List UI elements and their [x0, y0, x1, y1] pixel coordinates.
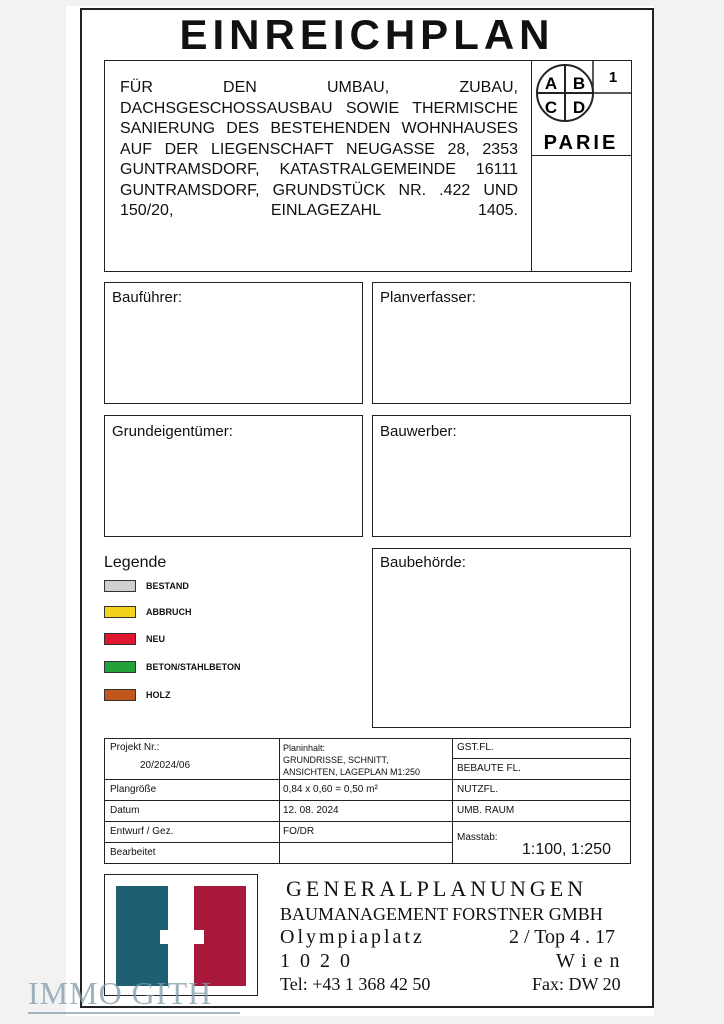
- projekt-value: 20/2024/06: [140, 760, 191, 771]
- datum-label: Datum: [110, 805, 140, 816]
- legend-label: NEU: [146, 634, 166, 644]
- tb-row-divider: [452, 821, 631, 822]
- watermark: IMMO GITH: [28, 975, 213, 1011]
- tb-row-divider: [452, 779, 631, 780]
- parie-quadrant-b: B: [572, 74, 586, 93]
- parie-diagram: [531, 60, 632, 155]
- tb-row-divider: [104, 842, 452, 843]
- legend-label: ABBRUCH: [146, 607, 192, 617]
- baubehörde-label: Baubehörde:: [380, 554, 466, 571]
- parie-quadrant-c: C: [544, 98, 558, 117]
- projekt-label: Projekt Nr.:: [110, 742, 160, 753]
- legend-item: [104, 632, 165, 646]
- entwurf-value: FO/DR: [283, 826, 315, 837]
- legend-label: BETON/STAHLBETON: [146, 662, 241, 672]
- nutzfl: NUTZFL.: [457, 784, 499, 795]
- planverfasser-label: Planverfasser:: [380, 289, 476, 306]
- umb-raum: UMB. RAUM: [457, 805, 515, 816]
- firm-number: 2 / Top 4 . 17: [509, 926, 616, 948]
- tb-col-divider: [452, 738, 453, 864]
- legend-title: Legende: [104, 554, 167, 571]
- tb-row-divider: [104, 821, 452, 822]
- parie-label: PARIE: [543, 132, 619, 154]
- legend-item: [104, 660, 241, 674]
- grundeigentümer-label: Grundeigentümer:: [112, 423, 233, 440]
- datum-value: 12. 08. 2024: [283, 805, 339, 816]
- bearbeitet-label: Bearbeitet: [110, 847, 156, 858]
- bauführer-label: Bauführer:: [112, 289, 183, 306]
- plangroesse-value: 0,84 x 0,60 = 0,50 m²: [283, 784, 378, 795]
- legend-item: [104, 579, 189, 593]
- firm-street: Olympiaplatz: [280, 926, 425, 948]
- plan-title: EINREICHPLAN: [179, 11, 555, 58]
- plangroesse-label: Plangröße: [110, 784, 157, 795]
- legend-label: BESTAND: [146, 581, 189, 591]
- parie-quadrant-d: D: [572, 98, 586, 117]
- massstab-value: 1:100, 1:250: [522, 841, 611, 858]
- planinhalt-value-1: GRUNDRISSE, SCHNITT,: [283, 755, 389, 765]
- legend-item: [104, 605, 192, 619]
- legend-swatch-holz: [104, 689, 136, 701]
- tb-row-divider: [104, 779, 452, 780]
- legend-label: HOLZ: [146, 690, 171, 700]
- tb-row-divider: [452, 758, 631, 759]
- planinhalt-label: Planinhalt:: [283, 743, 326, 753]
- legend-item: [104, 688, 171, 702]
- firm-city: Wien: [556, 950, 627, 972]
- firm-line2: BAUMANAGEMENT FORSTNER GMBH: [280, 904, 603, 924]
- gst-fl: GST.FL.: [457, 742, 494, 753]
- parie-quadrant-a: A: [544, 74, 558, 93]
- baubehörde-box: [372, 548, 631, 728]
- firm-tel: Tel: +43 1 368 42 50: [280, 974, 431, 994]
- tb-row-divider: [452, 800, 631, 801]
- tb-row-divider: [104, 800, 452, 801]
- firm-fax: Fax: DW 20: [532, 974, 621, 994]
- parie-number: 1: [608, 69, 618, 86]
- entwurf-label: Entwurf / Gez.: [110, 826, 174, 837]
- project-description: FÜR DEN UMBAU, ZUBAU, DACHSGESCHOSSAUSBAU SOWIE THERMISCHE SANIERUNG DES BESTEHENDEN WOHNHAUSES AUF DER LIEGENSCHAFT NEUGASSE 28, 2353 GUNTRAMSDORF, KATASTRALGEMEINDE 16111 GUNTRAMSDORF, GRUNDSTÜCK NR. .422 UND 150/20, EINLAGEZAHL 1405.: [120, 79, 518, 219]
- bebaute-fl: BEBAUTE FL.: [457, 763, 521, 774]
- parie-divider: [531, 155, 632, 156]
- tb-col-divider: [279, 738, 280, 864]
- firm-line1: GENERALPLANUNGEN: [286, 876, 588, 901]
- bauwerber-label: Bauwerber:: [380, 423, 457, 440]
- massstab-label: Masstab:: [457, 832, 498, 843]
- firm-logo: [110, 880, 252, 990]
- legend-swatch-beton: [104, 661, 136, 673]
- firm-zip: 1020: [280, 950, 360, 972]
- legend-swatch-abbruch: [104, 606, 136, 618]
- watermark-underline: [28, 1012, 240, 1014]
- legend-swatch-bestand: [104, 580, 136, 592]
- planinhalt-value-2: ANSICHTEN, LAGEPLAN M1:250: [283, 767, 421, 777]
- legend-swatch-neu: [104, 633, 136, 645]
